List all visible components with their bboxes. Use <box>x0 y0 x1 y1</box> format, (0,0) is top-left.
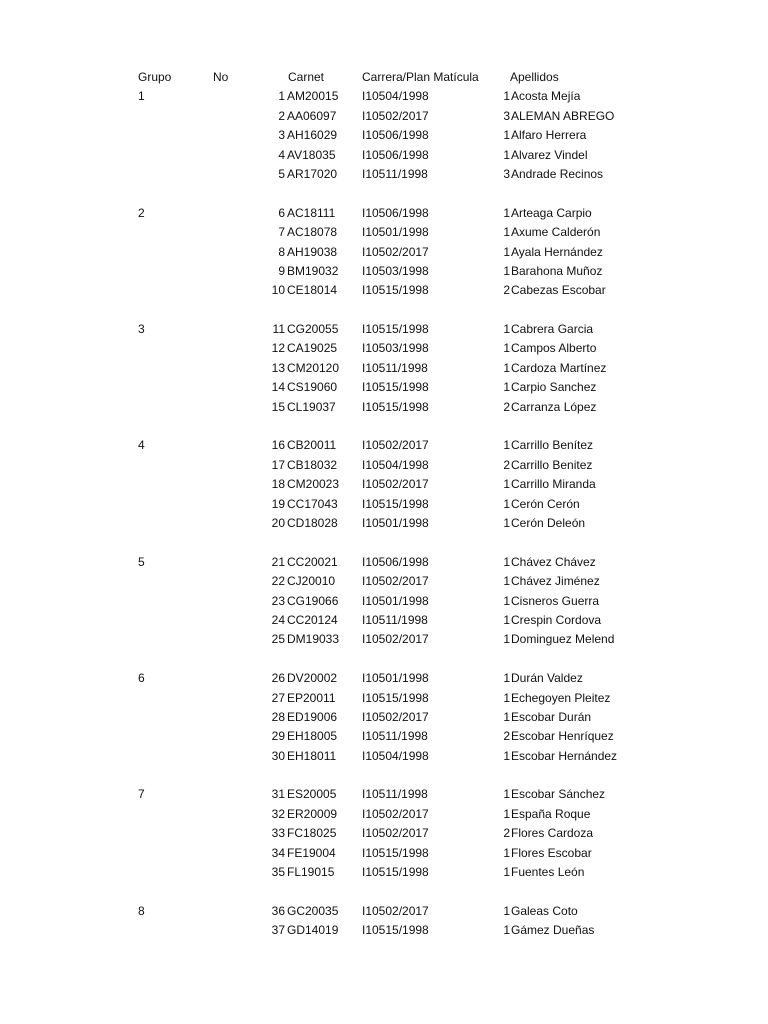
apellidos-cell: Alfaro Herrera <box>511 128 587 143</box>
plan-cell: I10515/1998 <box>362 496 429 511</box>
plan-cell: I10515/1998 <box>362 322 429 337</box>
table-row <box>0 359 768 378</box>
table-row <box>0 281 768 300</box>
table-row <box>0 262 768 281</box>
apellidos-cell: Escobar Durán <box>511 709 592 724</box>
carnet-cell: CG19066 <box>287 593 339 608</box>
row-number: 31 <box>271 787 285 802</box>
table-row <box>0 495 768 514</box>
table-row <box>0 611 768 630</box>
plan-cell: I10515/1998 <box>362 283 429 298</box>
plan-cell: I10502/2017 <box>362 826 429 841</box>
group-number: 3 <box>138 322 145 337</box>
table-row <box>0 630 768 649</box>
plan-cell: I10515/1998 <box>362 690 429 705</box>
matricula-count-cell: 1 <box>503 496 510 511</box>
table-row <box>0 87 768 106</box>
table-row <box>0 708 768 727</box>
apellidos-cell: Carranza López <box>511 399 597 414</box>
row-number: 14 <box>271 380 285 395</box>
plan-cell: I10504/1998 <box>362 748 429 763</box>
table-row <box>0 902 768 921</box>
plan-cell: I10503/1998 <box>362 341 429 356</box>
row-number: 23 <box>271 593 285 608</box>
carnet-cell: CS19060 <box>287 380 338 395</box>
row-number: 4 <box>278 147 285 162</box>
row-number: 15 <box>271 399 285 414</box>
carnet-cell: EH18005 <box>287 729 338 744</box>
plan-cell: I10502/2017 <box>362 903 429 918</box>
plan-cell: I10502/2017 <box>362 806 429 821</box>
table-row <box>0 572 768 591</box>
matricula-count-cell: 1 <box>503 244 510 259</box>
matricula-count-cell: 1 <box>503 380 510 395</box>
carnet-cell: AH19038 <box>287 244 338 259</box>
plan-cell: I10511/1998 <box>362 729 428 744</box>
matricula-count-cell: 3 <box>503 166 510 181</box>
table-row <box>0 824 768 843</box>
apellidos-cell: España Roque <box>511 806 591 821</box>
group-number: 6 <box>138 671 145 686</box>
row-number: 30 <box>271 748 285 763</box>
matricula-count-cell: 1 <box>503 806 510 821</box>
table-row <box>0 339 768 358</box>
plan-cell: I10511/1998 <box>362 612 428 627</box>
matricula-count-cell: 1 <box>503 865 510 880</box>
carnet-cell: ER20009 <box>287 806 338 821</box>
row-number: 11 <box>272 322 285 337</box>
row-number: 7 <box>278 225 285 240</box>
table-row <box>0 204 768 223</box>
carnet-cell: CM20023 <box>287 477 340 492</box>
apellidos-cell: Arteaga Carpio <box>511 205 592 220</box>
matricula-count-cell: 2 <box>503 283 510 298</box>
matricula-count-cell: 1 <box>503 554 510 569</box>
carnet-cell: ES20005 <box>287 787 337 802</box>
row-number: 21 <box>271 554 285 569</box>
plan-cell: I10515/1998 <box>362 399 429 414</box>
apellidos-cell: Barahona Muñoz <box>511 263 603 278</box>
table-row <box>0 553 768 572</box>
student-list-sheet <box>0 68 768 941</box>
matricula-count-cell: 1 <box>503 147 510 162</box>
carnet-cell: AR17020 <box>287 166 338 181</box>
row-number: 3 <box>278 128 285 143</box>
matricula-count-cell: 1 <box>503 748 510 763</box>
matricula-count-cell: 1 <box>503 787 510 802</box>
matricula-count-cell: 1 <box>503 225 510 240</box>
matricula-count-cell: 1 <box>503 438 510 453</box>
carnet-cell: AC18078 <box>287 225 338 240</box>
apellidos-cell: Axume Calderón <box>511 225 601 240</box>
plan-cell: I10511/1998 <box>362 360 428 375</box>
matricula-count-cell: 1 <box>503 923 510 938</box>
apellidos-cell: Escobar Hernández <box>511 748 618 763</box>
plan-cell: I10502/2017 <box>362 574 429 589</box>
apellidos-cell: Carrillo Benitez <box>511 457 593 472</box>
apellidos-cell: Cardoza Martínez <box>511 360 607 375</box>
row-number: 6 <box>278 205 285 220</box>
row-number: 35 <box>271 865 285 880</box>
plan-cell: I10511/1998 <box>362 787 428 802</box>
carnet-cell: CD18028 <box>287 515 338 530</box>
plan-cell: I10502/2017 <box>362 477 429 492</box>
carnet-cell: AC18111 <box>287 205 336 220</box>
spacer-row <box>0 184 768 203</box>
matricula-count-cell: 2 <box>503 399 510 414</box>
row-number: 26 <box>271 671 285 686</box>
group-number: 4 <box>138 438 145 453</box>
row-number: 17 <box>271 457 285 472</box>
matricula-count-cell: 1 <box>503 690 510 705</box>
matricula-count-cell: 1 <box>503 205 510 220</box>
plan-cell: I10501/1998 <box>362 593 429 608</box>
header-grupo: Grupo <box>138 70 172 84</box>
plan-cell: I10502/2017 <box>362 438 429 453</box>
table-row <box>0 592 768 611</box>
matricula-count-cell: 1 <box>503 322 510 337</box>
matricula-count-cell: 1 <box>503 128 510 143</box>
matricula-count-cell: 1 <box>503 671 510 686</box>
table-row <box>0 436 768 455</box>
row-number: 8 <box>278 244 285 259</box>
carnet-cell: CE18014 <box>287 283 338 298</box>
table-row <box>0 126 768 145</box>
row-number: 24 <box>271 612 285 627</box>
apellidos-cell: Crespin Cordova <box>511 612 602 627</box>
carnet-cell: BM19032 <box>287 263 339 278</box>
matricula-count-cell: 1 <box>503 709 510 724</box>
apellidos-cell: Flores Escobar <box>511 845 592 860</box>
apellidos-cell: Durán Valdez <box>511 671 583 686</box>
matricula-count-cell: 1 <box>503 477 510 492</box>
table-row <box>0 863 768 882</box>
matricula-count-cell: 1 <box>503 593 510 608</box>
carnet-cell: CL19037 <box>287 399 336 414</box>
row-number: 12 <box>271 341 285 356</box>
row-number: 9 <box>278 263 285 278</box>
row-number: 32 <box>271 806 285 821</box>
header-plan: Carrera/Plan Matícula <box>362 70 479 84</box>
group-number: 2 <box>138 205 145 220</box>
apellidos-cell: Carpio Sanchez <box>511 380 597 395</box>
plan-cell: I10502/2017 <box>362 632 429 647</box>
table-row <box>0 805 768 824</box>
matricula-count-cell: 1 <box>503 515 510 530</box>
apellidos-cell: Galeas Coto <box>511 903 578 918</box>
carnet-cell: CC17043 <box>287 496 338 511</box>
apellidos-cell: Cabezas Escobar <box>511 283 606 298</box>
plan-cell: I10501/1998 <box>362 225 429 240</box>
carnet-cell: DV20002 <box>287 671 338 686</box>
table-row <box>0 107 768 126</box>
carnet-cell: CM20120 <box>287 360 340 375</box>
carnet-cell: GC20035 <box>287 903 339 918</box>
table-row <box>0 785 768 804</box>
carnet-cell: AH16029 <box>287 128 338 143</box>
matricula-count-cell: 1 <box>503 360 510 375</box>
group-number: 1 <box>138 89 145 104</box>
carnet-cell: CA19025 <box>287 341 338 356</box>
apellidos-cell: Cerón Deleón <box>511 515 586 530</box>
carnet-cell: ED19006 <box>287 709 338 724</box>
carnet-cell: EH18011 <box>287 748 337 763</box>
spacer-row <box>0 301 768 320</box>
matricula-count-cell: 1 <box>503 89 510 104</box>
header-apellidos: Apellidos <box>510 70 559 84</box>
carnet-cell: FE19004 <box>287 845 336 860</box>
plan-cell: I10502/2017 <box>362 244 429 259</box>
apellidos-cell: Carrillo Miranda <box>511 477 596 492</box>
matricula-count-cell: 2 <box>503 457 510 472</box>
spacer-row <box>0 417 768 436</box>
group-number: 7 <box>138 787 145 802</box>
row-number: 19 <box>271 496 285 511</box>
spacer-row <box>0 533 768 552</box>
apellidos-cell: Alvarez Vindel <box>511 147 588 162</box>
table-row <box>0 921 768 940</box>
carnet-cell: CG20055 <box>287 322 339 337</box>
table-row <box>0 669 768 688</box>
apellidos-cell: Escobar Henríquez <box>511 729 614 744</box>
header-carnet: Carnet <box>288 70 325 84</box>
spacer-row <box>0 882 768 901</box>
apellidos-cell: Dominguez Melend <box>511 632 615 647</box>
carnet-cell: FL19015 <box>287 865 335 880</box>
table-row <box>0 747 768 766</box>
matricula-count-cell: 2 <box>503 826 510 841</box>
row-number: 25 <box>271 632 285 647</box>
apellidos-cell: Ayala Hernández <box>511 244 603 259</box>
table-row <box>0 475 768 494</box>
plan-cell: I10506/1998 <box>362 554 429 569</box>
table-row <box>0 727 768 746</box>
apellidos-cell: Cabrera Garcia <box>511 322 594 337</box>
row-number: 16 <box>271 438 285 453</box>
row-number: 2 <box>278 108 285 123</box>
apellidos-cell: Chávez Jiménez <box>511 574 600 589</box>
carnet-cell: FC18025 <box>287 826 337 841</box>
row-number: 1 <box>278 89 285 104</box>
carnet-cell: AM20015 <box>287 89 339 104</box>
row-number: 10 <box>271 283 285 298</box>
apellidos-cell: Flores Cardoza <box>511 826 594 841</box>
plan-cell: I10506/1998 <box>362 147 429 162</box>
plan-cell: I10506/1998 <box>362 128 429 143</box>
row-number: 5 <box>278 166 285 181</box>
row-number: 33 <box>271 826 285 841</box>
row-number: 28 <box>271 709 285 724</box>
apellidos-cell: Gámez Dueñas <box>511 923 595 938</box>
row-number: 22 <box>271 574 285 589</box>
table-row <box>0 844 768 863</box>
group-number: 8 <box>138 903 145 918</box>
carnet-cell: CC20124 <box>287 612 338 627</box>
plan-cell: I10504/1998 <box>362 89 429 104</box>
plan-cell: I10504/1998 <box>362 457 429 472</box>
plan-cell: I10502/2017 <box>362 108 429 123</box>
carnet-cell: AV18035 <box>287 147 336 162</box>
apellidos-cell: ALEMAN ABREGO <box>511 108 615 123</box>
apellidos-cell: Cerón Cerón <box>511 496 580 511</box>
carnet-cell: CB20011 <box>287 438 337 453</box>
table-row <box>0 378 768 397</box>
header-no: No <box>213 70 229 84</box>
plan-cell: I10502/2017 <box>362 709 429 724</box>
apellidos-cell: Chávez Chávez <box>511 554 596 569</box>
carnet-cell: EP20011 <box>287 690 336 705</box>
carnet-cell: CB18032 <box>287 457 338 472</box>
table-row <box>0 398 768 417</box>
table-row <box>0 320 768 339</box>
plan-cell: I10506/1998 <box>362 205 429 220</box>
apellidos-cell: Escobar Sánchez <box>511 787 606 802</box>
matricula-count-cell: 3 <box>503 108 510 123</box>
matricula-count-cell: 1 <box>503 903 510 918</box>
matricula-count-cell: 1 <box>503 574 510 589</box>
spacer-row <box>0 766 768 785</box>
apellidos-cell: Cisneros Guerra <box>511 593 600 608</box>
matricula-count-cell: 1 <box>503 612 510 627</box>
apellidos-cell: Echegoyen Pleitez <box>511 690 611 705</box>
spacer-row <box>0 650 768 669</box>
matricula-count-cell: 1 <box>503 341 510 356</box>
row-number: 34 <box>271 845 285 860</box>
carnet-cell: CJ20010 <box>287 574 336 589</box>
carnet-cell: AA06097 <box>287 108 337 123</box>
matricula-count-cell: 1 <box>503 263 510 278</box>
carnet-cell: GD14019 <box>287 923 339 938</box>
row-number: 37 <box>271 923 285 938</box>
plan-cell: I10515/1998 <box>362 380 429 395</box>
apellidos-cell: Andrade Recinos <box>511 166 604 181</box>
apellidos-cell: Acosta Mejía <box>511 89 581 104</box>
table-row <box>0 165 768 184</box>
plan-cell: I10501/1998 <box>362 515 429 530</box>
table-body <box>0 87 768 940</box>
row-number: 13 <box>271 360 285 375</box>
plan-cell: I10511/1998 <box>362 166 428 181</box>
apellidos-cell: Carrillo Benítez <box>511 438 594 453</box>
matricula-count-cell: 1 <box>503 845 510 860</box>
table-row <box>0 456 768 475</box>
group-number: 5 <box>138 554 145 569</box>
table-row <box>0 689 768 708</box>
carnet-cell: CC20021 <box>287 554 338 569</box>
plan-cell: I10503/1998 <box>362 263 429 278</box>
matricula-count-cell: 1 <box>503 632 510 647</box>
matricula-count-cell: 2 <box>503 729 510 744</box>
plan-cell: I10515/1998 <box>362 865 429 880</box>
row-number: 20 <box>271 515 285 530</box>
table-row <box>0 243 768 262</box>
plan-cell: I10515/1998 <box>362 923 429 938</box>
table-row <box>0 223 768 242</box>
plan-cell: I10501/1998 <box>362 671 429 686</box>
plan-cell: I10515/1998 <box>362 845 429 860</box>
table-row <box>0 514 768 533</box>
header-row <box>0 68 768 87</box>
row-number: 29 <box>271 729 285 744</box>
row-number: 36 <box>271 903 285 918</box>
row-number: 27 <box>271 690 285 705</box>
carnet-cell: DM19033 <box>287 632 340 647</box>
apellidos-cell: Fuentes León <box>511 865 585 880</box>
apellidos-cell: Campos Alberto <box>511 341 597 356</box>
table-row <box>0 146 768 165</box>
row-number: 18 <box>271 477 285 492</box>
